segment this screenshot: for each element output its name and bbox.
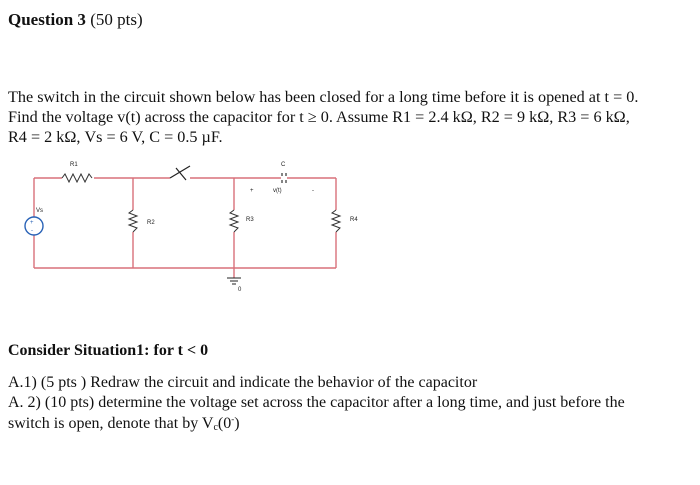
question-heading bbox=[8, 10, 143, 30]
r3-resistor-symbol bbox=[230, 210, 238, 232]
ground-label: 0 bbox=[238, 287, 242, 293]
svg-text:+: + bbox=[30, 220, 34, 226]
r4-resistor-symbol bbox=[332, 210, 340, 232]
voltage-source bbox=[25, 217, 43, 235]
vs-label: Vs bbox=[36, 208, 44, 214]
task-a3 bbox=[8, 414, 240, 433]
problem-line-3: R4 = 2 kΩ, Vs = 6 V, C = 0.5 µF. bbox=[8, 128, 223, 146]
r2-resistor-symbol bbox=[129, 210, 137, 232]
switch-symbol bbox=[170, 166, 190, 180]
c-label: C bbox=[281, 162, 286, 168]
ground-icon bbox=[227, 278, 241, 284]
svg-text:-: - bbox=[31, 228, 33, 234]
situation-heading bbox=[8, 342, 208, 360]
r1-label: R1 bbox=[70, 162, 78, 168]
question-title: Question 3 bbox=[8, 10, 86, 29]
task-a3-superscript: - bbox=[231, 414, 235, 424]
situation-condition: for t < 0 bbox=[153, 342, 209, 359]
r1-resistor-symbol bbox=[62, 174, 92, 182]
task-a3-arg: (0 bbox=[217, 415, 232, 432]
task-a3-subscript: c bbox=[213, 422, 218, 433]
task-a3-close: ) bbox=[234, 415, 240, 432]
plus-label: + bbox=[250, 188, 254, 194]
vt-label: v(t) bbox=[273, 188, 282, 194]
situation-label: Consider Situation1: bbox=[8, 342, 150, 359]
task-a3-text: switch is open, denote that by V bbox=[8, 415, 214, 432]
problem-line-1: The switch in the circuit shown below has been closed for a long time before it is opened at t = 0. bbox=[8, 88, 639, 106]
r4-label: R4 bbox=[350, 217, 358, 223]
r2-label: R2 bbox=[147, 220, 155, 226]
problem-line-2: Find the voltage v(t) across the capacitor for t ≥ 0. Assume R1 = 2.4 kΩ, R2 = 9 kΩ, R3 = 6 kΩ, bbox=[8, 108, 630, 126]
r3-label: R3 bbox=[246, 217, 254, 223]
task-a1: A.1) (5 pts ) Redraw the circuit and indicate the behavior of the capacitor bbox=[8, 374, 478, 391]
circuit-diagram bbox=[0, 150, 700, 300]
task-a2: A. 2) (10 pts) determine the voltage set across the capacitor after a long time, and just before the bbox=[8, 394, 625, 411]
minus-label: - bbox=[312, 188, 314, 194]
question-points: (50 pts) bbox=[90, 10, 143, 29]
